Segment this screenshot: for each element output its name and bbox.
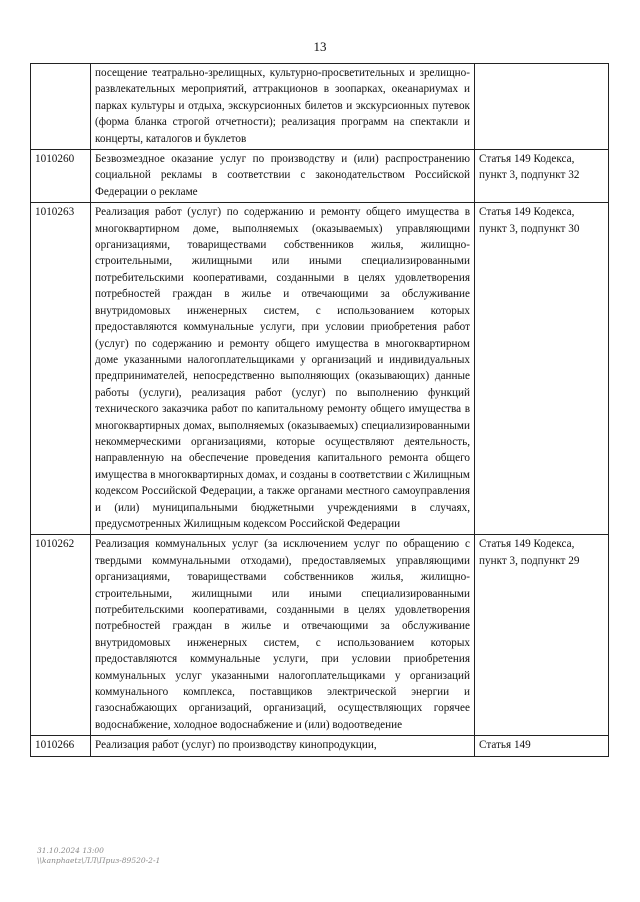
row-reference	[475, 64, 609, 150]
table-row	[31, 150, 609, 203]
row-code: 1010260	[31, 150, 91, 203]
row-code: 1010263	[31, 203, 91, 535]
row-description: Безвозмездное оказание услуг по производству и (или) распространению социальной рекламы в соответствии с законодательством Российской Федерации о рекламе	[91, 150, 475, 203]
footer-path: \\kanphaetz\ЛЛ\Приз-89520-2-1	[37, 856, 161, 865]
table-row	[31, 535, 609, 736]
row-reference: Статья 149	[475, 736, 609, 756]
row-description: Реализация работ (услуг) по содержанию и ремонту общего имущества в многоквартирном доме, выполняемых (оказываемых) управляющими организациями, товариществами собственников жилья, жилищно-строительными, жилищными или иными специализированными потребительскими кооперативами, созданными в целях удовлетворения потребностей граждан в жилье и отвечающими за обслуживание внутридомовых инженерных систем, с использованием которых предоставляются коммунальные услуги, при условии приобретения работ (услуг) по содержанию и ремонту общего имущества в многоквартирном доме указанными налогоплательщиками у организаций и индивидуальных предпринимателей, непосредственно выполняющих (оказывающих) данные работы (услуги), реализация работ (услуг) по выполнению функций технического заказчика работ по капитальному ремонту общего имущества в многоквартирных домах, выполняемых (оказываемых) специализированными некоммерческими организациями, которые осуществляют деятельность, направленную на обеспечение проведения капитального ремонта общего имущества в многоквартирных домах, и созданы в соответствии с Жилищным кодексом Российской Федерации, а также органами местного самоуправления и (или) муниципальными бюджетными учреждениями в случаях, предусмотренных Жилищным кодексом Российской Федерации	[91, 203, 475, 535]
row-description: посещение театрально-зрелищных, культурно-просветительных и зрелищно-развлекательных мероприятий, аттракционов в зоопарках, океанариумах и парках культуры и отдыха, экскурсионных билетов и экскурсионных путевок (форма бланка строгой отчетности); реализация программ на спектакли и концерты, каталогов и буклетов	[91, 64, 475, 150]
row-reference: Статья 149 Кодекса, пункт 3, подпункт 30	[475, 203, 609, 535]
row-description: Реализация коммунальных услуг (за исключением услуг по обращению с твердыми коммунальными отходами), предоставляемых управляющими организациями, товариществами собственников жилья, жилищно-строительными, жилищными или иными специализированными потребительскими кооперативами, созданными в целях удовлетворения потребностей граждан в жилье и отвечающими за обслуживание внутридомовых инженерных систем, с использованием которых предоставляются коммунальные услуги, при условии приобретения коммунальных услуг указанными налогоплательщиками у организаций коммунального комплекса, поставщиков электрической энергии и газоснабжающих организаций, организаций, осуществляющих горячее водоснабжение, холодное водоснабжение и (или) водоотведение	[91, 535, 475, 736]
row-reference: Статья 149 Кодекса, пункт 3, подпункт 29	[475, 535, 609, 736]
table-row	[31, 736, 609, 756]
table-row	[31, 203, 609, 535]
tax-codes-table	[30, 63, 609, 757]
row-code: 1010266	[31, 736, 91, 756]
row-reference: Статья 149 Кодекса, пункт 3, подпункт 32	[475, 150, 609, 203]
row-code	[31, 64, 91, 150]
page-number: 13	[313, 39, 327, 54]
footer-timestamp: 31.10.2024 13:00	[37, 846, 104, 855]
footer-stamp	[37, 846, 160, 866]
row-description: Реализация работ (услуг) по производству кинопродукции,	[91, 736, 475, 756]
row-code: 1010262	[31, 535, 91, 736]
table-row	[31, 64, 609, 150]
